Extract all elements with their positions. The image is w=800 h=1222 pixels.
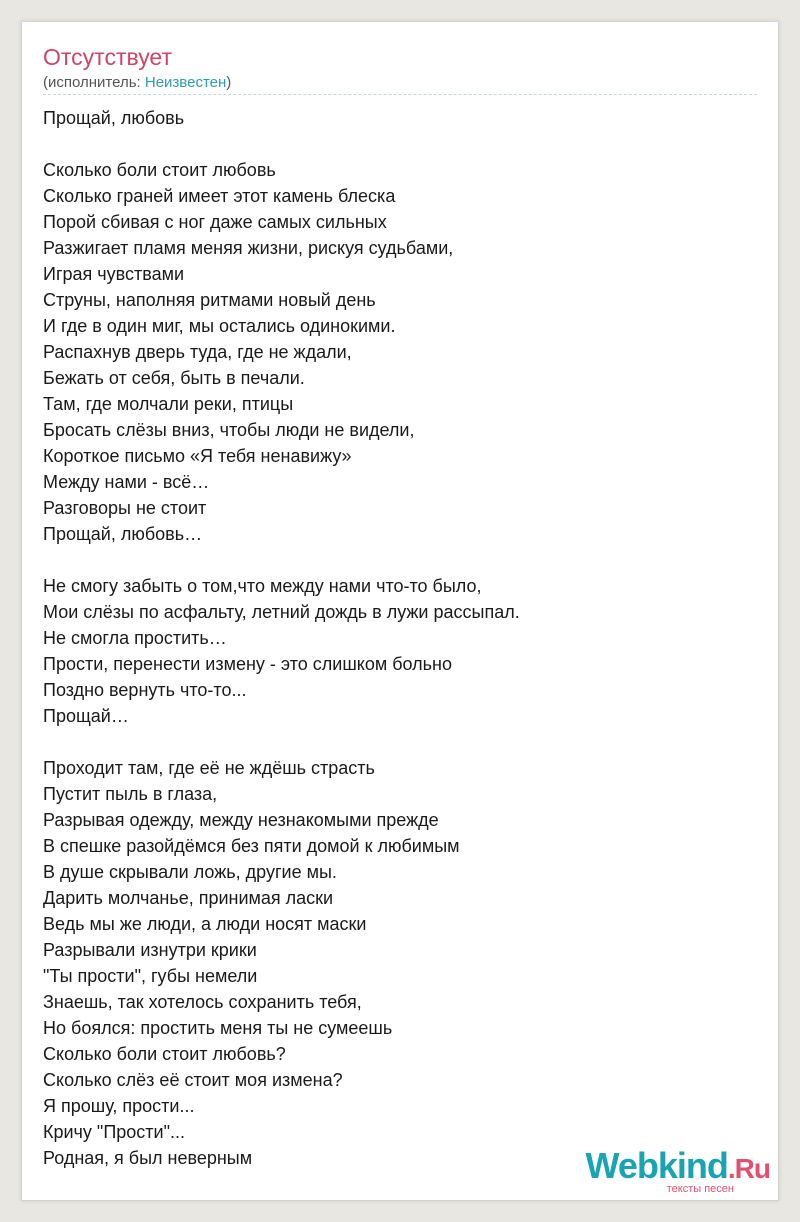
- lyric-line: Прости, перенести измену - это слишком больно: [43, 654, 452, 674]
- lyric-line: Дарить молчанье, принимая ласки: [43, 888, 334, 908]
- artist-suffix: ): [226, 74, 232, 91]
- logo-word: Webkind: [585, 1145, 728, 1186]
- lyric-line: Сколько слёз её стоит моя измена?: [43, 1070, 343, 1090]
- lyric-line: Не смогла простить…: [43, 628, 227, 648]
- lyric-line: Не смогу забыть о том,что между нами что-то было,: [43, 576, 482, 596]
- title-divider: [43, 94, 757, 95]
- lyric-line: Мои слёзы по асфальту, летний дождь в лужи рассыпал.: [43, 602, 520, 622]
- lyric-line: Разрывали изнутри крики: [43, 940, 257, 960]
- lyric-line: Кричу "Прости"...: [43, 1122, 185, 1142]
- lyric-line: Порой сбивая с ног даже самых сильных: [43, 212, 387, 232]
- lyric-line: [43, 729, 757, 755]
- logo-wordmark: [586, 1147, 770, 1188]
- lyric-line: "Ты прости", губы немели: [43, 966, 258, 986]
- lyrics-card: [21, 21, 779, 1201]
- lyric-line: Разжигает пламя меняя жизни, рискуя судьбами,: [43, 238, 454, 258]
- lyric-line: Пустит пыль в глаза,: [43, 784, 218, 804]
- lyric-line: Струны, наполняя ритмами новый день: [43, 290, 376, 310]
- lyric-line: Сколько боли стоит любовь: [43, 160, 276, 180]
- lyric-line: В душе скрывали ложь, другие мы.: [43, 862, 337, 882]
- lyric-line: Сколько боли стоит любовь?: [43, 1044, 286, 1064]
- lyric-line: Прощай, любовь…: [43, 524, 203, 544]
- lyric-line: Распахнув дверь туда, где не ждали,: [43, 342, 352, 362]
- lyric-line: В спешке разойдёмся без пяти домой к любимым: [43, 836, 460, 856]
- lyric-line: Родная, я был неверным: [43, 1148, 253, 1168]
- webkind-logo[interactable]: [586, 1147, 770, 1194]
- lyric-line: Знаешь, так хотелось сохранить тебя,: [43, 992, 362, 1012]
- lyric-line: Разговоры не стоит: [43, 498, 207, 518]
- lyric-line: [43, 131, 757, 157]
- lyric-line: Бежать от себя, быть в печали.: [43, 368, 305, 388]
- lyric-line: И где в один миг, мы остались одинокими.: [43, 316, 396, 336]
- song-title: Отсутствует: [43, 44, 172, 70]
- lyric-line: Короткое письмо «Я тебя ненавижу»: [43, 446, 352, 466]
- artist-prefix: (исполнитель:: [43, 74, 145, 91]
- lyric-line: Бросать слёзы вниз, чтобы люди не видели,: [43, 420, 415, 440]
- lyric-line: Прощай…: [43, 706, 129, 726]
- lyric-line: Разрывая одежду, между незнакомыми прежде: [43, 810, 439, 830]
- logo-tagline: тексты песен: [666, 1183, 734, 1195]
- lyric-line: Там, где молчали реки, птицы: [43, 394, 294, 414]
- artist-link[interactable]: Неизвестен: [144, 74, 227, 91]
- lyric-line: Поздно вернуть что-то...: [43, 680, 247, 700]
- lyric-line: Играя чувствами: [43, 264, 185, 284]
- lyric-line: Проходит там, где её не ждёшь страсть: [43, 758, 375, 778]
- artist-line: [43, 73, 231, 93]
- lyric-line: Между нами - всё…: [43, 472, 210, 492]
- lyric-line: [43, 547, 757, 573]
- lyric-line: Я прошу, прости...: [43, 1096, 195, 1116]
- logo-tld: .Ru: [727, 1153, 770, 1184]
- lyric-line: Ведь мы же люди, а люди носят маски: [43, 914, 367, 934]
- lyrics-text: [43, 105, 757, 1171]
- lyric-line: Но боялся: простить меня ты не сумеешь: [43, 1018, 393, 1038]
- lyric-line: Сколько граней имеет этот камень блеска: [43, 186, 396, 206]
- lyric-line: Прощай, любовь: [43, 108, 185, 128]
